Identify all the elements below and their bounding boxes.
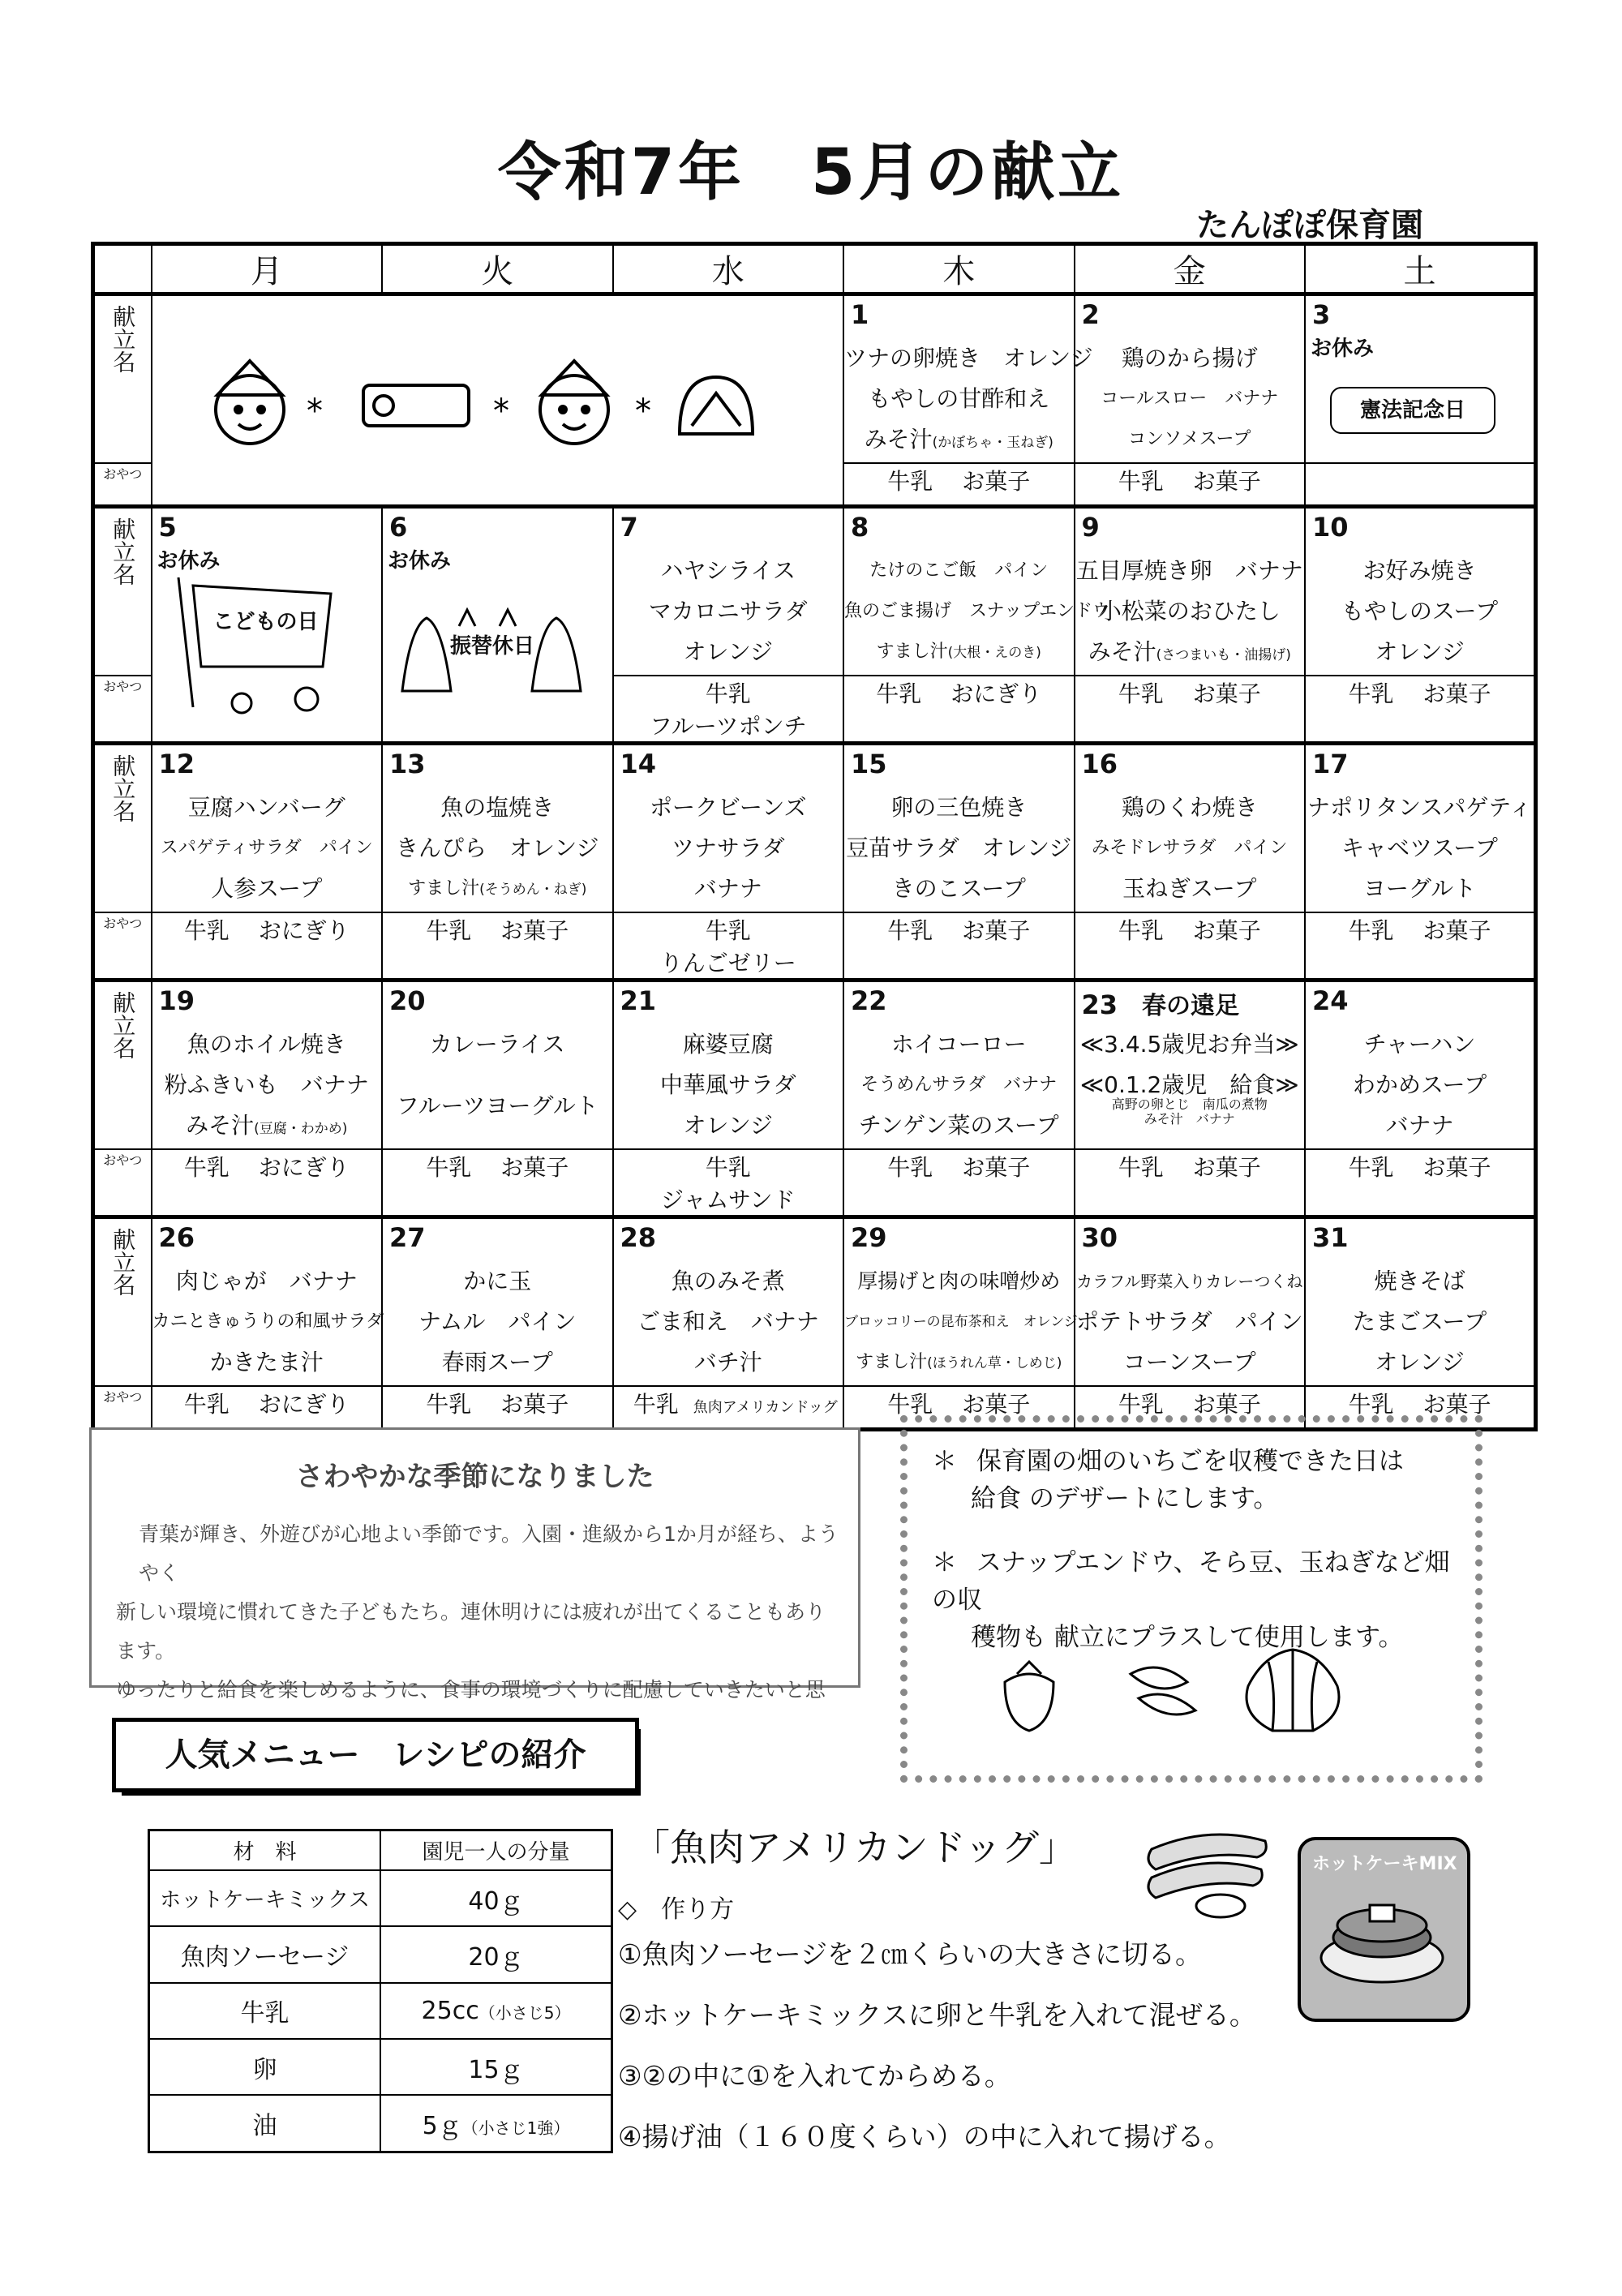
snack-cell-24: 牛乳 お菓子 bbox=[1305, 1149, 1536, 1217]
snack-cell-8: 牛乳 おにぎり bbox=[843, 676, 1075, 744]
snack-cell-13: 牛乳 お菓子 bbox=[382, 912, 613, 981]
week-5-menu-row bbox=[93, 1217, 1536, 1387]
snack-cell-30: 牛乳 お菓子 bbox=[1075, 1386, 1306, 1430]
snack-cell-9: 牛乳 お菓子 bbox=[1075, 676, 1306, 744]
weekday-mon: 月 bbox=[152, 244, 383, 294]
snack-label: おやつ bbox=[93, 1386, 152, 1430]
svg-text:*: * bbox=[306, 393, 323, 430]
holiday-badge: こどもの日 bbox=[212, 610, 319, 634]
day-cell-21: 21 麻婆豆腐 中華風サラダ オレンジ bbox=[613, 981, 844, 1150]
day-cell-20: 20 カレーライス フルーツヨーグルト bbox=[382, 981, 613, 1150]
snack-label: おやつ bbox=[93, 912, 152, 981]
snack-cell-22: 牛乳 お菓子 bbox=[843, 1149, 1075, 1217]
week-4-menu-row bbox=[93, 981, 1536, 1150]
farm-note-item: ＊ 保育園の畑のいちごを収穫できた日は 給食 のデザートにします。 bbox=[932, 1447, 1404, 1513]
recipe-name: 「魚肉アメリカンドッグ」 bbox=[633, 1826, 1076, 1869]
decoration-cell bbox=[152, 294, 844, 507]
farm-note bbox=[900, 1415, 1483, 1783]
recipe-section-title: 人気メニュー レシピの紹介 bbox=[112, 1718, 639, 1792]
season-note bbox=[89, 1427, 860, 1702]
snack-label: おやつ bbox=[93, 676, 152, 744]
side-label: 献立名 bbox=[93, 294, 152, 464]
day-cell-17: 17 ナポリタンスパゲティ キャベツスープ ヨーグルト bbox=[1305, 744, 1536, 913]
recipe-step: ②ホットケーキミックスに卵と牛乳を入れて混ぜる。 bbox=[618, 1999, 1256, 2031]
snack-cell-28: 牛乳 魚肉アメリカンドッグ bbox=[613, 1386, 844, 1430]
day-cell-5: 5 お休み こどもの日 bbox=[152, 507, 383, 744]
snack-cell-14: 牛乳りんごゼリー bbox=[613, 912, 844, 981]
weekday-sat: 土 bbox=[1305, 244, 1536, 294]
day-cell-15: 15 卵の三色焼き 豆苗サラダ オレンジ きのこスープ bbox=[843, 744, 1075, 913]
weekday-wed: 水 bbox=[613, 244, 844, 294]
side-label: 献立名 bbox=[93, 507, 152, 676]
school-name: たんぽぽ保育園 bbox=[1196, 207, 1423, 244]
day-cell-31: 31 焼きそば たまごスープ オレンジ bbox=[1305, 1217, 1536, 1387]
season-note-title: さわやかな季節になりました bbox=[295, 1461, 654, 1493]
day-cell-10: 10 お好み焼き もやしのスープ オレンジ bbox=[1305, 507, 1536, 676]
side-label: 献立名 bbox=[93, 744, 152, 913]
week-3-snack-row bbox=[93, 912, 1536, 981]
day-cell-14: 14 ポークビーンズ ツナサラダ バナナ bbox=[613, 744, 844, 913]
header-corner bbox=[93, 244, 152, 294]
table-row: 魚肉ソーセージ 20ｇ bbox=[149, 1926, 612, 1982]
page-title: 令和7年 5月の献立 bbox=[497, 136, 1125, 209]
snack-cell-3 bbox=[1305, 463, 1536, 507]
day-cell-30: 30 カラフル野菜入りカレーつくね ポテトサラダ パイン コーンスープ bbox=[1075, 1217, 1306, 1387]
week-1-menu-row bbox=[93, 294, 1536, 464]
table-row: ホットケーキミックス 40ｇ bbox=[149, 1870, 612, 1926]
snack-cell-31: 牛乳 お菓子 bbox=[1305, 1386, 1536, 1430]
side-label: 献立名 bbox=[93, 1217, 152, 1387]
snack-cell-7: 牛乳フルーツポンチ bbox=[613, 676, 844, 744]
snack-cell-26: 牛乳 おにぎり bbox=[152, 1386, 383, 1430]
weekday-tue: 火 bbox=[382, 244, 613, 294]
holiday-badge: 振替休日 bbox=[449, 634, 534, 659]
day-cell-19: 19 魚のホイル焼き 粉ふきいも バナナ みそ汁(豆腐・わかめ) bbox=[152, 981, 383, 1150]
season-note-body: 青葉が輝き、外遊びが心地よい季節です。入園・進級から1か月が経ち、ようやく 新しい環境に慣れてきた子どもたち。連休明けには疲れが出てくることもあります。 ゆったりと給食を楽しめるように、食事の環境づくりに配慮していきたいと思 bbox=[116, 1522, 839, 1702]
snack-cell-10: 牛乳 お菓子 bbox=[1305, 676, 1536, 744]
childrens-day-decoration-icon bbox=[185, 345, 850, 458]
day-cell-28: 28 魚のみそ煮 ごま和え バナナ バチ汁 bbox=[613, 1217, 844, 1387]
snack-cell-19: 牛乳 おにぎり bbox=[152, 1149, 383, 1217]
week-2-menu-row bbox=[93, 507, 1536, 676]
holiday-label: お休み bbox=[388, 549, 452, 573]
recipe-steps bbox=[618, 1890, 1256, 2174]
day-cell-1: 1 ツナの卵焼き オレンジ もやしの甘酢和え みそ汁(かぼちゃ・玉ねぎ) bbox=[843, 294, 1075, 464]
weekday-header bbox=[93, 244, 1536, 294]
day-cell-27: 27 かに玉 ナムル パイン 春雨スープ bbox=[382, 1217, 613, 1387]
snack-label: おやつ bbox=[93, 463, 152, 507]
vegetables-illustration-icon bbox=[997, 1642, 1386, 1739]
snack-cell-23: 牛乳 お菓子 bbox=[1075, 1149, 1306, 1217]
menu-calendar bbox=[91, 242, 1538, 1431]
event-label: 春の遠足 bbox=[1142, 992, 1240, 1020]
snack-cell-15: 牛乳 お菓子 bbox=[843, 912, 1075, 981]
svg-text:*: * bbox=[492, 393, 509, 430]
snack-cell-17: 牛乳 お菓子 bbox=[1305, 912, 1536, 981]
ingredients-header-row: 材 料 園児一人の分量 bbox=[149, 1830, 612, 1871]
table-row: 牛乳 25cc（小さじ5） bbox=[149, 1983, 612, 2039]
snack-cell-12: 牛乳 おにぎり bbox=[152, 912, 383, 981]
holiday-label: お休み bbox=[157, 549, 221, 573]
day-cell-26: 26 肉じゃが バナナ カニときゅうりの和風サラダ かきたま汁 bbox=[152, 1217, 383, 1387]
day-cell-9: 9 五目厚焼き卵 バナナ 小松菜のおひたし みそ汁(さつまいも・油揚げ) bbox=[1075, 507, 1306, 676]
pancake-icon bbox=[1309, 1881, 1455, 2002]
day-cell-29: 29 厚揚げと肉の味噌炒め ブロッコリーの昆布茶和え オレンジ すまし汁(ほうれん草・しめじ) bbox=[843, 1217, 1075, 1387]
side-label: 献立名 bbox=[93, 981, 152, 1150]
weekday-thu: 木 bbox=[843, 244, 1075, 294]
recipe-step: ③②の中に①を入れてからめる。 bbox=[618, 2060, 1011, 2092]
snack-cell-20: 牛乳 お菓子 bbox=[382, 1149, 613, 1217]
day-cell-8: 8 たけのこご飯 パイン 魚のごま揚げ スナップエンドウ すまし汁(大根・えのき) bbox=[843, 507, 1075, 676]
hotcake-mix-package bbox=[1298, 1837, 1470, 2022]
day-cell-12: 12 豆腐ハンバーグ スパゲティサラダ パイン 人参スープ bbox=[152, 744, 383, 913]
how-to-label: ◇ 作り方 bbox=[618, 1895, 735, 1924]
table-row: 油 5ｇ（小さじ1強） bbox=[149, 2095, 612, 2152]
day-cell-3: 3 お休み 憲法記念日 bbox=[1305, 294, 1536, 464]
package-label: ホットケーキMIX bbox=[1312, 1854, 1457, 1874]
day-cell-24: 24 チャーハン わかめスープ バナナ bbox=[1305, 981, 1536, 1150]
weekday-fri: 金 bbox=[1075, 244, 1306, 294]
recipe-step: ①魚肉ソーセージを２㎝くらいの大きさに切る。 bbox=[618, 1938, 1202, 1970]
snack-cell-21: 牛乳ジャムサンド bbox=[613, 1149, 844, 1217]
day-cell-6: 6 お休み 振替休日 bbox=[382, 507, 613, 744]
day-cell-22: 22 ホイコーロー そうめんサラダ バナナ チンゲン菜のスープ bbox=[843, 981, 1075, 1150]
farm-note-item: ＊ スナップエンドウ、そら豆、玉ねぎなど畑の収 穫物も 献立にプラスして使用します。 bbox=[932, 1548, 1450, 1652]
ingredients-table bbox=[148, 1829, 613, 2153]
recipe-step: ④揚げ油（１６０度くらい）の中に入れて揚げる。 bbox=[618, 2121, 1231, 2152]
snack-cell-29: 牛乳 お菓子 bbox=[843, 1386, 1075, 1430]
day-cell-13: 13 魚の塩焼き きんぴら オレンジ すまし汁(そうめん・ねぎ) bbox=[382, 744, 613, 913]
week-4-snack-row bbox=[93, 1149, 1536, 1217]
snack-cell-16: 牛乳 お菓子 bbox=[1075, 912, 1306, 981]
snack-cell-2: 牛乳 お菓子 bbox=[1075, 463, 1306, 507]
snack-cell-27: 牛乳 お菓子 bbox=[382, 1386, 613, 1430]
day-cell-7: 7 ハヤシライス マカロニサラダ オレンジ bbox=[613, 507, 844, 676]
snack-label: おやつ bbox=[93, 1149, 152, 1217]
day-cell-2: 2 鶏のから揚げ コールスロー バナナ コンソメスープ bbox=[1075, 294, 1306, 464]
week-3-menu-row bbox=[93, 744, 1536, 913]
day-cell-23: 23 春の遠足 ≪3.4.5歳児お弁当≫ ≪0.1.2歳児 給食≫ 高野の卵とじ 南瓜の煮物 みそ汁 バナナ bbox=[1075, 981, 1306, 1150]
table-row: 卵 15ｇ bbox=[149, 2039, 612, 2095]
day-cell-16: 16 鶏のくわ焼き みそドレサラダ パイン 玉ねぎスープ bbox=[1075, 744, 1306, 913]
holiday-badge: 憲法記念日 bbox=[1330, 387, 1495, 434]
holiday-label: お休み bbox=[1311, 337, 1375, 361]
svg-text:*: * bbox=[634, 393, 651, 430]
snack-cell-1: 牛乳 お菓子 bbox=[843, 463, 1075, 507]
